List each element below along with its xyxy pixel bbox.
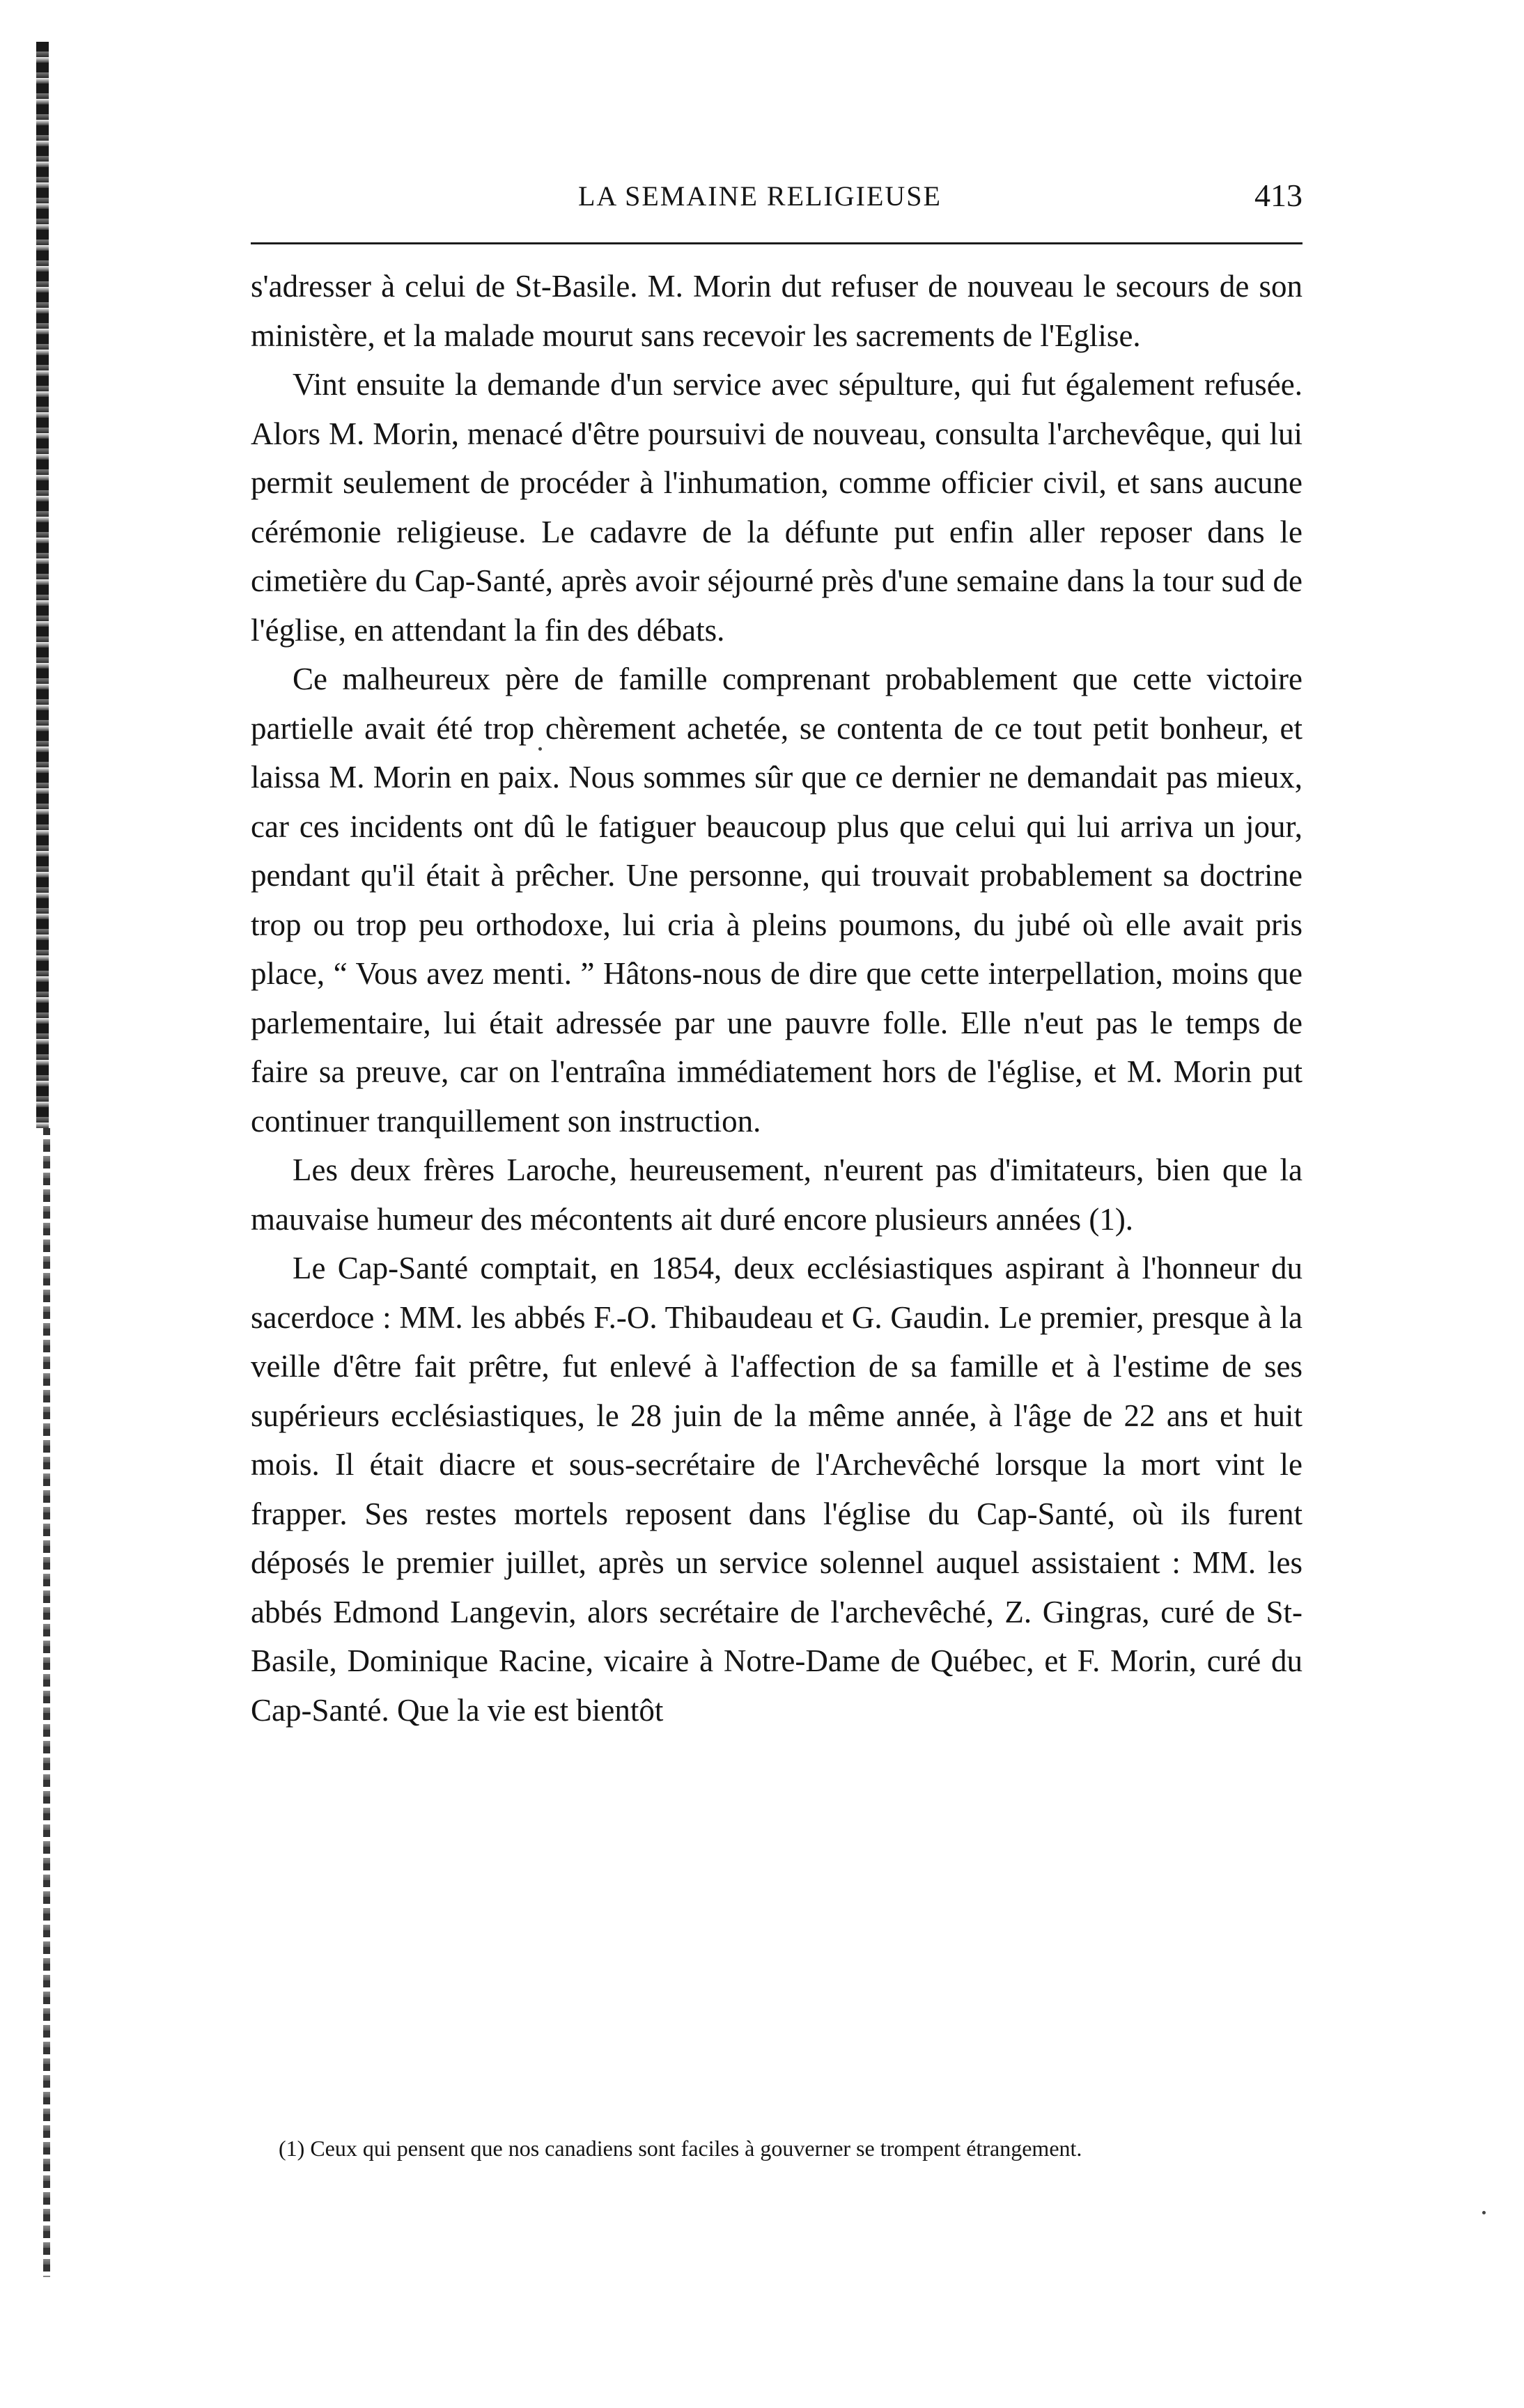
paragraph: Le Cap-Santé comptait, en 1854, deux ecclésiastiques aspirant à l'honneur du sacerdoce : MM. les abbés F.-O. Thibaudeau et G. Gaudin. Le premier, presque à la veille d'être fait prêtre, fut enlevé à l'affection de sa famille et à l'estime de ses supérieurs ecclésiastiques, le 28 juin de la même année, à l'âge de 22 ans et huit mois. Il était diacre et sous-secrétaire de l'Archevêché lorsque la mort vint le frapper. Ses restes mortels reposent dans l'église du Cap-Santé, où ils furent déposés le premier juillet, après un service solennel auquel assistaient : MM. les abbés Edmond Langevin, alors secrétaire de l'archevêché, Z. Gingras, curé de St-Basile, Dominique Racine, vicaire à Notre-Dame de Québec, et F. Morin, curé du Cap-Santé. Que la vie est bientôt <box>251 1251 1303 1728</box>
footnote: (1) Ceux qui pensent que nos canadiens sont faciles à gouverner se trompent étrangement. <box>279 2136 1082 2161</box>
header-rule <box>251 242 1303 244</box>
scan-speck <box>1482 2211 1486 2214</box>
binding-edge-lower <box>43 1128 50 2277</box>
page-header <box>251 180 1303 228</box>
body-text <box>251 262 1303 1735</box>
paragraph-continuation: s'adresser à celui de St-Basile. M. Morin dut refuser de nouveau le secours de son ministère, et la malade mourut sans recevoir les sacrements de l'Eglise. <box>251 269 1303 353</box>
paragraph: Les deux frères Laroche, heureusement, n'eurent pas d'imitateurs, bien que la mauvaise humeur des mécontents ait duré encore plusieurs années (1). <box>251 1152 1303 1237</box>
binding-edge <box>36 42 49 1128</box>
scan-speck <box>538 747 542 751</box>
paragraph: Vint ensuite la demande d'un service avec sépulture, qui fut également refusée. Alors M. Morin, menacé d'être poursuivi de nouveau, consulta l'archevêque, qui lui permit seulement de procéder à l'inhumation, comme officier civil, et sans aucune cérémonie religieuse. Le cadavre de la défunte put enfin aller reposer dans le cimetière du Cap-Santé, après avoir séjourné près d'une semaine dans la tour sud de l'église, en attendant la fin des débats. <box>251 367 1303 648</box>
paragraph: Ce malheureux père de famille comprenant probablement que cette victoire partielle avait été trop chèrement achetée, se contenta de ce tout petit bonheur, et laissa M. Morin en paix. Nous sommes sûr que ce dernier ne demandait pas mieux, car ces incidents ont dû le fatiguer beaucoup plus que celui qui lui arriva un jour, pendant qu'il était à prêcher. Une personne, qui trouvait probablement sa doctrine trop ou trop peu orthodoxe, lui cria à pleins poumons, du jubé où elle avait pris place, “ Vous avez menti. ” Hâtons-nous de dire que cette interpellation, moins que parlementaire, lui était adressée par une pauvre folle. Elle n'eut pas le temps de faire sa preuve, car on l'entraîna immédiatement hors de l'église, et M. Morin put continuer tranquillement son instruction. <box>251 662 1303 1139</box>
page-number: 413 <box>1254 178 1303 213</box>
running-title: LA SEMAINE RELIGIEUSE <box>578 180 942 212</box>
